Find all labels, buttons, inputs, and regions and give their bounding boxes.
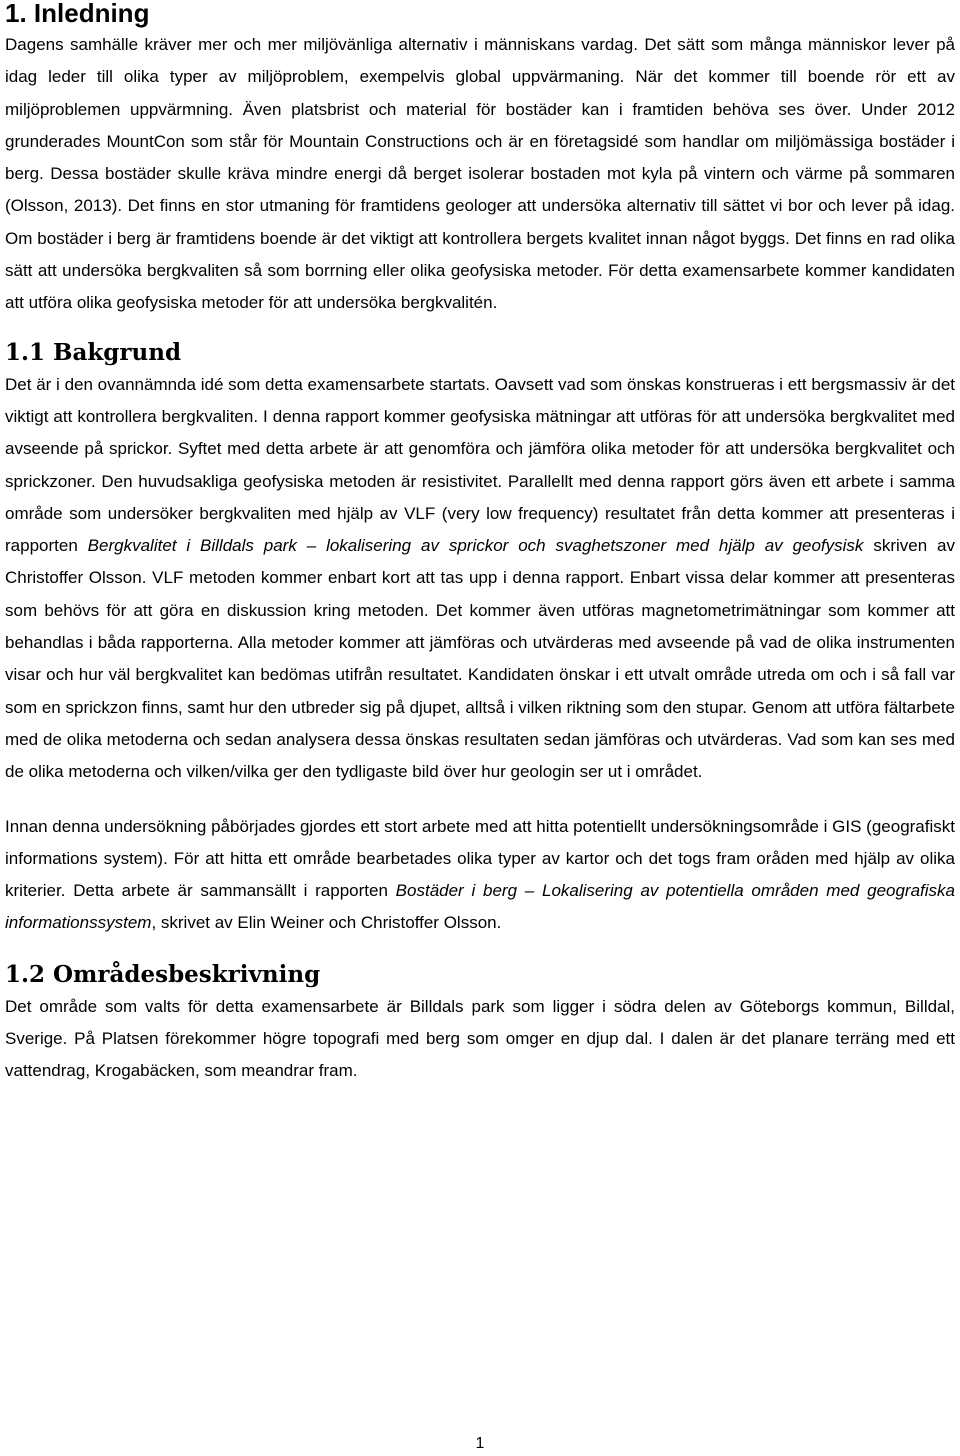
paragraph-omradesbeskrivning: Det område som valts för detta examensarbete är Billdals park som ligger i södra delen av Göteborgs kommun, Billdal, Sverige. På Platsen förekommer högre topografi med berg som omger en djup dal. I dalen är det planare terräng med ett vattendrag, Krogabäcken, som meandrar fram. — [5, 996, 955, 1081]
paragraph-inledning: Dagens samhälle kräver mer och mer miljövänliga alternativ i människans vardag. Det sätt som många människor lever på idag leder till olika typer av miljöproblem, exempelvis global uppvärmaning. När det kommer till boende rör ett av miljöproblemen uppvärmning. Även platsbrist och material för bostäder kan i framtiden behöva ses över. Under 2012 grunderades MountCon som står för Mountain Constructions och är en företagsidé som handlar om miljömässiga bostäder i berg. Dessa bostäder skulle kräva mindre energi då berget isolerar bostaden mot kyla på vintern och värme på sommaren (Olsson, 2013). Det finns en stor utmaning för framtidens geologer att undersöka alternativ till sättet vi bor och lever på idag. Om bostäder i berg är framtidens boende är det viktigt att kontrollera bergets kvalitet innan något byggs. Det finns en rad olika sätt att undersöka bergkvaliten så som borrning eller olika geofysiska metoder. För detta examensarbete kommer kandidaten att utföra olika geofysiska metoder för att undersöka bergkvalitén. — [5, 35, 955, 313]
report-title-reference: Bergkvalitet i Billdals park – lokalisering av sprickor och svaghetszoner med hjälp av geofysisk — [87, 536, 864, 556]
paragraph-text: , skrivet av Elin Weiner och Christoffer Olsson. — [151, 913, 502, 933]
section-heading-bakgrund: 1.1 Bakgrund — [5, 338, 182, 366]
page-number: 1 — [475, 1435, 485, 1452]
report-title-reference: Bostäder i berg – Lokalisering av potentiella områden med geografiska informationssystem — [5, 881, 956, 933]
paragraph-bakgrund-1 — [5, 369, 955, 789]
paragraph-text: skriven av Christoffer Olsson. VLF metoden kommer enbart kort att tas upp i denna rapport. Enbart vissa delar kommer att presenteras som behövs för att göra en diskussion kring metoden. Det kommer även utföras magnetometrimätningar som kommer att behandlas i båda rapporterna. Alla metoder kommer att jämföras och utvärderas med avseende på vad de olika instrumenten visar och hur väl bergkvalitet kan bedömas utifrån resultatet. Kandidaten önskar i ett utvalt område utreda om och i så fall var som en sprickzon finns, samt hur den utbreder sig på djupet, alltså i vilken riktning som den stupar. Genom att utföra fältarbete med de olika metoderna och sedan analysera dessa önskas resultaten sedan jämföras och utvärderas. Vad som kan ses med de olika metoderna och vilken/vilka ger den tydligaste bild över hur geologin ser ut i området. — [5, 536, 956, 782]
document-page — [5, 0, 955, 1088]
paragraph-bakgrund-2 — [5, 811, 955, 940]
paragraph-text: Det är i den ovannämnda idé som detta examensarbete startats. Oavsett vad som önskas konstrueras i ett bergsmassiv är det viktigt att kontrollera bergkvaliten. I denna rapport kommer geofysiska mätningar att utföras för att undersöka bergkvalitet med avseende på sprickor. Syftet med detta arbete är att genomföra och jämföra olika metoder för att undersöka bergkvalitet och sprickzoner. Den huvudsakliga geofysiska metoden är resistivitet. Parallellt med denna rapport görs även ett arbete i samma område som undersöker bergkvaliten med hjälp av VLF (very low frequency) resultatet från detta kommer att presenteras i rapporten — [5, 374, 955, 556]
paragraph-text: Innan denna undersökning påbörjades gjordes ett stort arbete med att hitta potentiellt undersökningsområde i GIS (geografiskt informations system). För att hitta ett område bearbetades olika typer av kartor och det togs fram oråden med hjälp av olika kriterier. Detta arbete är sammansällt i rapporten — [5, 816, 955, 901]
section-heading-inledning: 1. Inledning — [5, 0, 150, 28]
section-heading-omradesbeskrivning: 1.2 Områdesbeskrivning — [5, 960, 321, 988]
